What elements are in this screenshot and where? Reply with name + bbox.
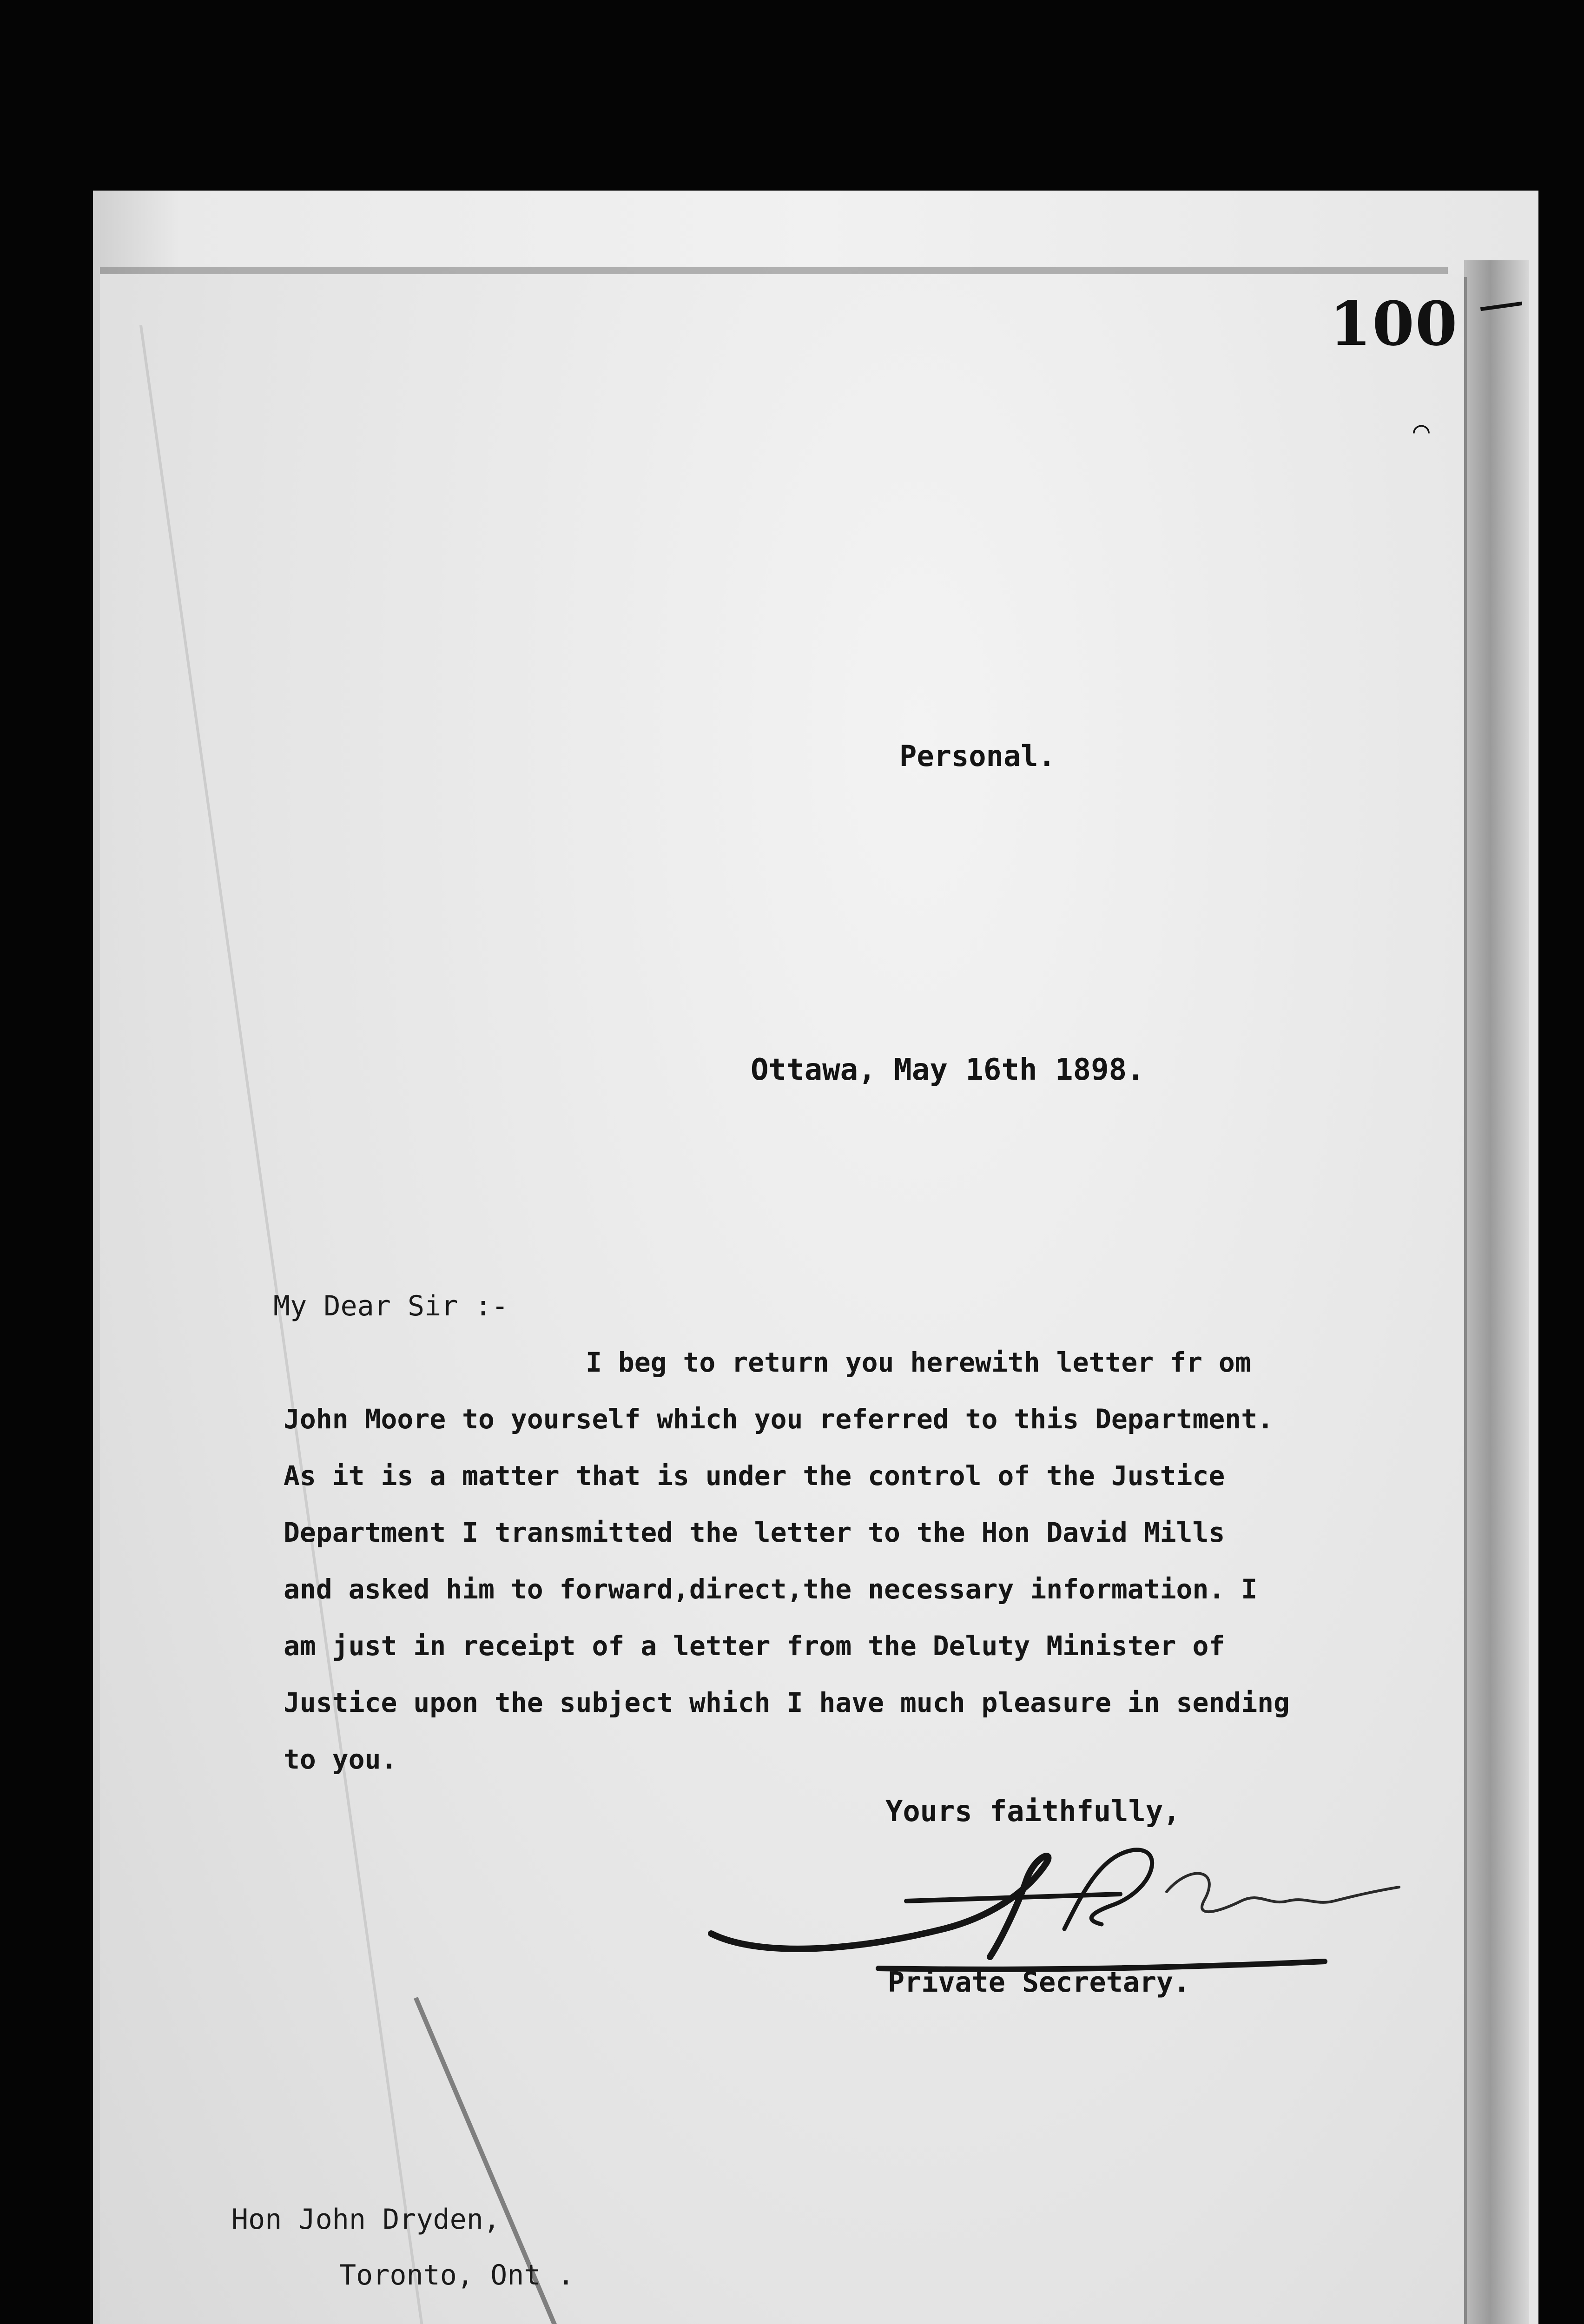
- page-mark-icon: ⌒: [1413, 414, 1430, 446]
- body-line: to you.: [284, 1743, 397, 1775]
- handwritten-signature: [702, 1836, 1418, 1985]
- letter-body: [284, 1334, 1376, 1788]
- body-line: I beg to return you herewith letter fr om: [586, 1347, 1251, 1378]
- letter-date: Ottawa, May 16th 1898.: [751, 1053, 1145, 1087]
- page-number: 100: [1329, 288, 1459, 359]
- letter-closing: Yours faithfully,: [885, 1794, 1181, 1828]
- body-line: Justice upon the subject which I have much pleasure in sending: [284, 1687, 1290, 1718]
- body-line: Department I transmitted the letter to the Hon David Mills: [284, 1517, 1225, 1548]
- letter-salutation: My Dear Sir :-: [273, 1290, 508, 1322]
- body-line: am just in receipt of a letter from the Deluty Minister of: [284, 1630, 1225, 1662]
- recipient-city: Toronto, Ont .: [339, 2259, 574, 2291]
- mount-edge-strip: [1464, 260, 1529, 2324]
- body-line: As it is a matter that is under the control of the Justice: [284, 1460, 1225, 1492]
- letter-heading: Personal.: [899, 739, 1056, 773]
- body-line: and asked him to forward,direct,the necessary information. I: [284, 1573, 1258, 1605]
- recipient-name: Hon John Dryden,: [231, 2203, 500, 2236]
- body-line: John Moore to yourself which you referred to this Department.: [284, 1403, 1274, 1435]
- signer-title: Private Secretary.: [888, 1966, 1190, 1999]
